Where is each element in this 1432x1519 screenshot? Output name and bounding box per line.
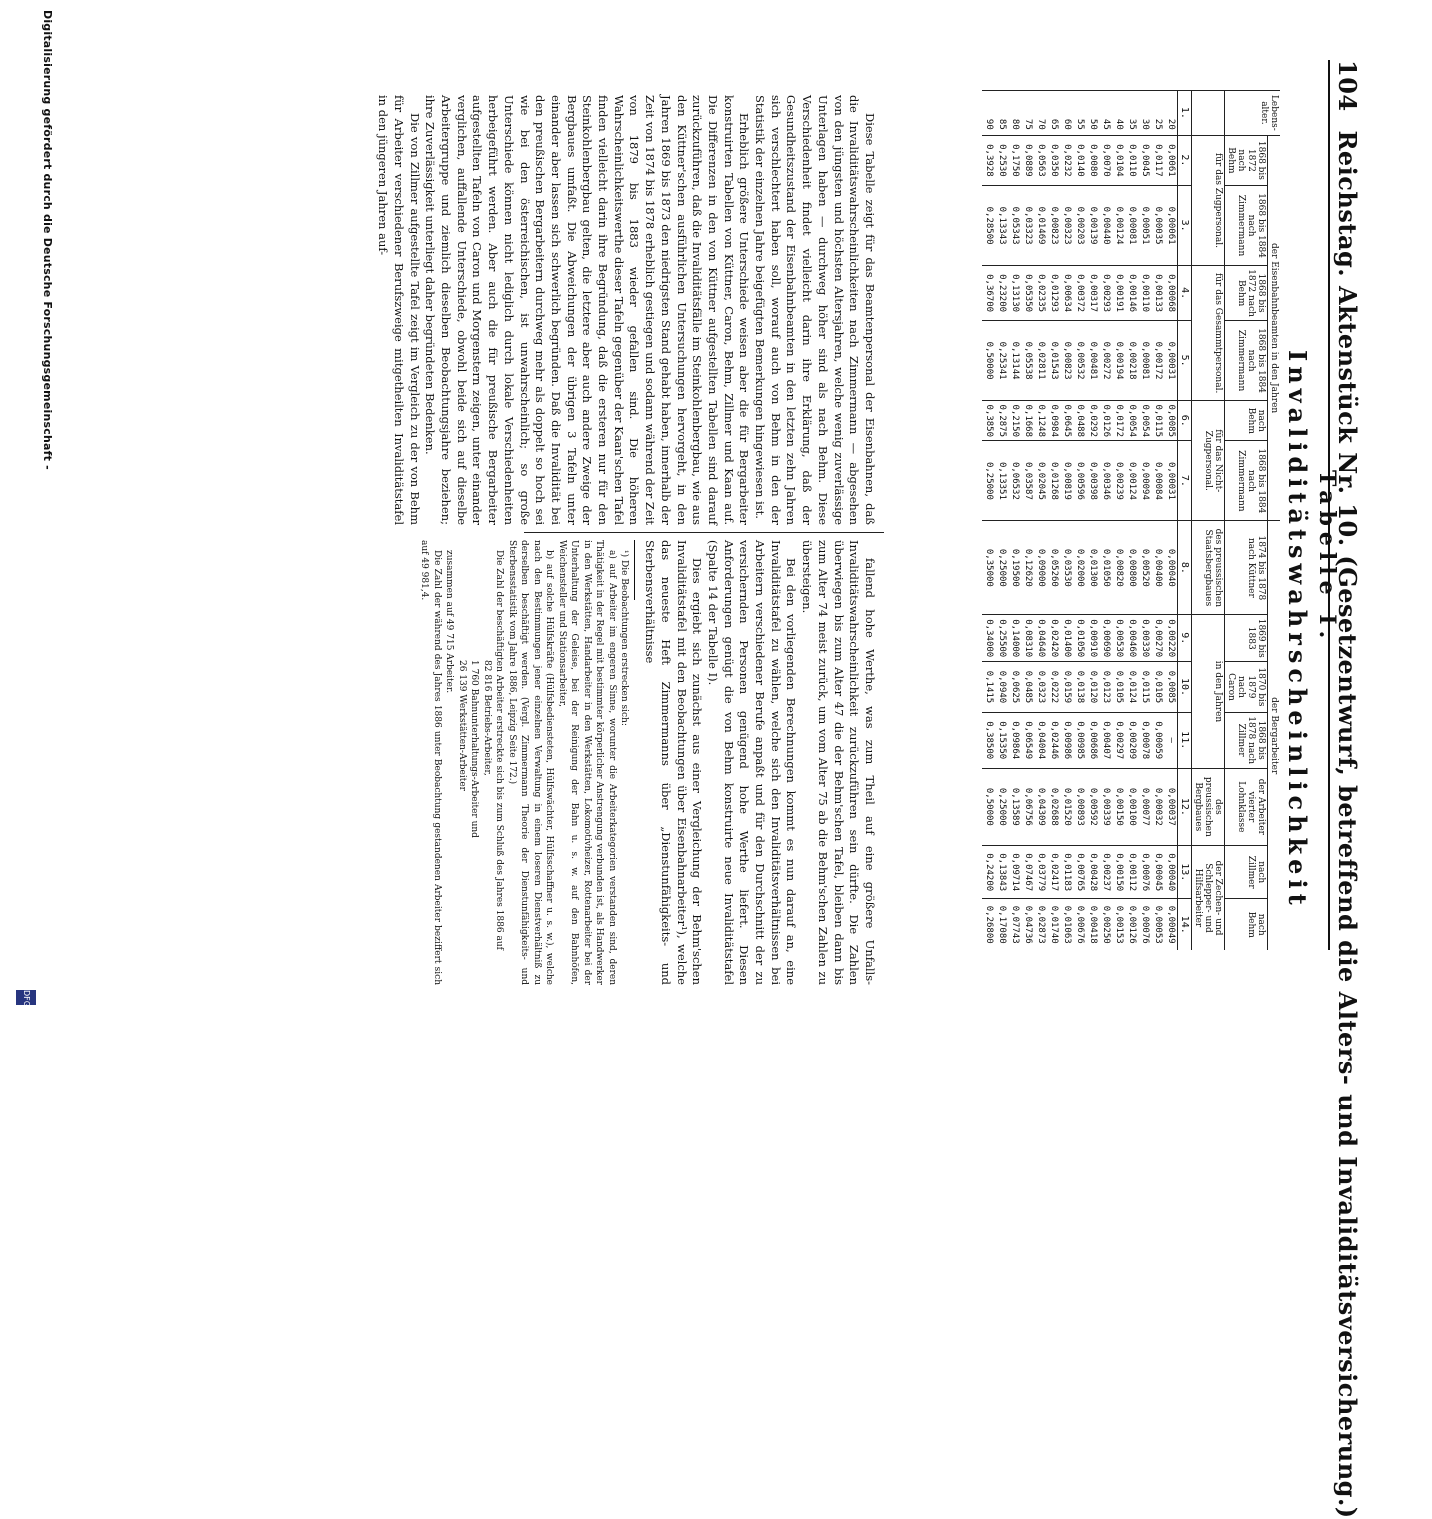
value-cell: 0,0124 <box>1125 662 1138 713</box>
value-cell: 0,00051 <box>1138 186 1151 266</box>
group-empty <box>1192 91 1225 136</box>
value-cell: 0,0054 <box>1125 401 1138 441</box>
page-number: 104 <box>1333 60 1362 112</box>
value-cell: 0,25000 <box>982 441 995 521</box>
value-cell: 0,00094 <box>1138 441 1151 521</box>
value-cell: 0,0172 <box>1112 401 1125 441</box>
value-cell: 0,06756 <box>1021 768 1034 845</box>
value-cell: 0,00220 <box>1164 615 1178 662</box>
value-cell: 0,03587 <box>1021 441 1034 521</box>
value-cell: 0,2875 <box>995 401 1008 441</box>
value-cell: 0,04004 <box>1034 712 1047 768</box>
value-cell: 0,0159 <box>1060 662 1073 713</box>
value-cell: 0,3850 <box>982 401 995 441</box>
group-header-eisenbahn: der Eisenbahnbeamten in den Jahren <box>1268 135 1281 521</box>
table-row <box>1073 91 1086 951</box>
value-cell: 0,05350 <box>1021 266 1034 321</box>
value-cell: 0,00076 <box>1138 899 1151 950</box>
age-cell: 50 <box>1086 91 1099 136</box>
value-cell: 0,00194 <box>1112 321 1125 401</box>
value-cell: 0,0350 <box>1047 135 1060 185</box>
table-body <box>982 91 1178 951</box>
value-cell: 0,02000 <box>1073 521 1086 615</box>
value-cell: 0,00191 <box>1112 266 1125 321</box>
left-paragraph-3: Die von Zillmer aufgestellte Tafel zeigt im Vergleich zu der von Behm für Arbeiter verschiedener Berufszweige mitgetheilten Invaliditätstafel in den jüngeren Jahren auf- <box>376 95 422 525</box>
age-cell: 20 <box>1164 91 1178 136</box>
age-cell: 60 <box>1060 91 1073 136</box>
value-cell: 0,00339 <box>1099 768 1112 845</box>
value-cell: 0,00218 <box>1125 321 1138 401</box>
age-cell: 75 <box>1021 91 1034 136</box>
value-cell: 0,02417 <box>1047 846 1060 899</box>
value-cell: 0,03530 <box>1060 521 1073 615</box>
right-text-column <box>418 540 877 985</box>
value-cell: 0,26800 <box>982 899 995 950</box>
value-cell: 0,00823 <box>1047 186 1060 266</box>
table-subtitle: Invaliditätswahrscheinlichkeit <box>1283 350 1312 910</box>
col-header-9: 1869 bis 1883 <box>1225 615 1268 662</box>
value-cell: 0,13351 <box>995 441 1008 521</box>
dfg-logo: DFG <box>16 990 36 1005</box>
column-number: 6. <box>1178 401 1192 441</box>
value-cell: 0,13343 <box>995 186 1008 266</box>
value-cell: 0,0080 <box>1086 135 1099 185</box>
value-cell: 0,01183 <box>1060 846 1073 899</box>
value-cell: 0,0984 <box>1047 401 1060 441</box>
value-cell: 0,00676 <box>1073 899 1086 950</box>
value-cell: 0,00053 <box>1151 899 1164 950</box>
value-cell: 0,00820 <box>1112 521 1125 615</box>
value-cell: 0,00035 <box>1151 186 1164 266</box>
column-number: 5. <box>1178 321 1192 401</box>
value-cell: 0,0889 <box>1021 135 1034 185</box>
table-row <box>1099 91 1112 951</box>
value-cell: 0,00146 <box>1125 266 1138 321</box>
footnote-count-3: 26 139 Werkstätten-Arbeiter <box>456 660 467 791</box>
table-row <box>1164 91 1178 951</box>
col-header-2: 1868 bis 1872 nach Behm <box>1225 135 1268 185</box>
value-cell: 0,00400 <box>1151 521 1164 615</box>
value-cell: 0,35000 <box>982 521 995 615</box>
value-cell: 0,02420 <box>1047 615 1060 662</box>
running-title: Reichstag. Aktenstück Nr. 10. (Gesetzentwurf, betreffend die Alters- und Invaliditätsversicherung.) <box>1333 130 1362 1519</box>
value-cell: 0,00418 <box>1086 899 1099 950</box>
value-cell: 0,02811 <box>1034 321 1047 401</box>
table-row <box>1008 91 1021 951</box>
value-cell: 0,00986 <box>1060 712 1073 768</box>
col-header-5: 1868 bis 1884 nach Zimmermann <box>1225 321 1268 401</box>
column-number: 3. <box>1178 186 1192 266</box>
right-paragraph-3: Dies ergiebt sich zunächst aus einer Vergleichung der Behm'schen Invaliditätstafel mit den Beobachtungen über Eisenbahnarbeiter¹), welche das neueste Heft Zimmermanns über „Dienstunfähigkeits- und Sterbensverhältnisse <box>643 540 705 985</box>
value-cell: 0,0070 <box>1099 135 1112 185</box>
column-group-row <box>1192 91 1225 951</box>
value-cell: 0,0126 <box>1099 401 1112 441</box>
age-cell: 90 <box>982 91 995 136</box>
value-cell: 0,0085 <box>1164 662 1178 713</box>
value-cell: 0,05538 <box>1021 321 1034 401</box>
value-cell: 0,00250 <box>1099 899 1112 950</box>
value-cell: 0,00592 <box>1086 768 1099 845</box>
value-cell: 0,0115 <box>1151 401 1164 441</box>
value-cell: 0,17080 <box>995 899 1008 950</box>
value-cell: 0,00910 <box>1086 615 1099 662</box>
value-cell: 0,12620 <box>1021 521 1034 615</box>
value-cell: 0,01400 <box>1060 615 1073 662</box>
age-cell: 55 <box>1073 91 1086 136</box>
column-number: 1. <box>1178 91 1192 136</box>
value-cell: 0,01469 <box>1034 186 1047 266</box>
value-cell: 0,00037 <box>1164 768 1178 845</box>
value-cell: 0,00317 <box>1086 266 1099 321</box>
value-cell: 0,0625 <box>1008 662 1021 713</box>
group-in-den-jahren: in den Jahren <box>1192 615 1225 768</box>
value-cell: 0,13130 <box>1008 266 1021 321</box>
value-cell: 0,50000 <box>982 768 995 845</box>
value-cell: 0,00765 <box>1073 846 1086 899</box>
value-cell: 0,00049 <box>1164 899 1178 950</box>
column-number: 2. <box>1178 135 1192 185</box>
value-cell: 0,00081 <box>1125 186 1138 266</box>
value-cell: 0,00124 <box>1125 441 1138 521</box>
value-cell: 0,02045 <box>1034 441 1047 521</box>
group-header-bergarbeiter: der Bergarbeiter <box>1268 521 1281 950</box>
col-header-4: 1868 bis 1872 nach Behm <box>1225 266 1268 321</box>
value-cell: 0,0123 <box>1099 662 1112 713</box>
value-cell: 0,0045 <box>1138 135 1151 185</box>
column-header-row <box>1225 91 1268 951</box>
value-cell: 0,0105 <box>1151 662 1164 713</box>
value-cell: 0,02873 <box>1034 899 1047 950</box>
value-cell: 0,24200 <box>982 846 995 899</box>
value-cell: 0,01268 <box>1047 441 1060 521</box>
table-row <box>995 91 1008 951</box>
column-divider <box>524 532 884 533</box>
value-cell: 0,00372 <box>1073 266 1086 321</box>
footnote-1: ¹) Die Beobachtungen erstrecken sich: <box>619 550 630 726</box>
value-cell: 0,00596 <box>1073 441 1086 521</box>
column-number: 8. <box>1178 521 1192 615</box>
value-cell: 0,00440 <box>1099 186 1112 266</box>
value-cell: 0,00293 <box>1099 266 1112 321</box>
value-cell: 0,00040 <box>1164 521 1178 615</box>
column-number: 9. <box>1178 615 1192 662</box>
value-cell: 0,01520 <box>1060 768 1073 845</box>
age-cell: 25 <box>1151 91 1164 136</box>
value-cell: 0,0104 <box>1112 135 1125 185</box>
age-cell: 65 <box>1047 91 1060 136</box>
value-cell: 0,13589 <box>1008 768 1021 845</box>
value-cell: 0,02446 <box>1047 712 1060 768</box>
value-cell: 0,00124 <box>1112 186 1125 266</box>
value-cell: 0,34000 <box>982 615 995 662</box>
value-cell: 0,0085 <box>1164 401 1178 441</box>
value-cell: 0,0645 <box>1060 401 1073 441</box>
value-cell: 0,00031 <box>1164 441 1178 521</box>
value-cell: 0,03779 <box>1034 846 1047 899</box>
value-cell: 0,50000 <box>982 321 995 401</box>
value-cell: 0,04640 <box>1034 615 1047 662</box>
value-cell: 0,0061 <box>1164 135 1178 185</box>
col-header-10: 1870 bis 1879 nach Caron <box>1225 662 1268 713</box>
value-cell: 0,00819 <box>1060 441 1073 521</box>
value-cell: 0,00153 <box>1112 899 1125 950</box>
value-cell: 0,00520 <box>1138 521 1151 615</box>
footnote-count-intro: Die Zahl der beschäftigten Arbeiter erstreckte sich bis zum Schluß des Jahres 1886 auf <box>494 550 505 950</box>
table-row <box>1151 91 1164 951</box>
value-cell: 0,00893 <box>1073 768 1086 845</box>
footnote-observed: Die Zahl der während des Jahres 1886 unter Beobachtung gestandenen Arbeiter beziffert sich auf 49 981,4. <box>419 540 442 985</box>
col-header-12: der Arbeiter vierter Lohnklasse <box>1225 768 1268 845</box>
digitization-credit: Digitalisierung gefördert durch die Deutsche Forschungsgemeinschaft - <box>41 10 54 470</box>
footnote-rule <box>634 540 635 600</box>
value-cell: 0,00346 <box>1099 441 1112 521</box>
column-number: 14. <box>1178 899 1192 950</box>
table-row <box>1125 91 1138 951</box>
value-cell: 0,00150 <box>1112 768 1125 845</box>
value-cell: 0,25341 <box>995 321 1008 401</box>
value-cell: 0,00059 <box>1151 712 1164 768</box>
value-cell: 0,00460 <box>1125 615 1138 662</box>
value-cell: 0,0292 <box>1086 401 1099 441</box>
col-header-6: nach Behm <box>1225 401 1268 441</box>
value-cell: 0,0488 <box>1073 401 1086 441</box>
table-row <box>1086 91 1099 951</box>
table-row <box>1034 91 1047 951</box>
right-paragraph-2: Bei den vorliegenden Berechnungen kommt es nun darauf an, eine Invaliditätstafel zu wählen, welche sich den Invaliditätsverhältnissen bei Arbeitern verschiedener Berufe anpaßt und für den Durchschnitt der zu versichernden Personen genügend hohe Werthe liefert. Diesen Anforderungen genügt die von Behm konstruirte neue Invaliditätstafel (Spalte 14 der Tabelle I). <box>705 540 799 985</box>
value-cell: 0,25000 <box>995 768 1008 845</box>
value-cell: 0,04736 <box>1021 899 1034 950</box>
value-cell: 0,0105 <box>1112 662 1125 713</box>
age-cell: 85 <box>995 91 1008 136</box>
value-cell: 0,00112 <box>1125 846 1138 899</box>
col-header-8: 1874 bis 1878 nach Küttner <box>1225 521 1268 615</box>
value-cell: 0,14000 <box>1008 615 1021 662</box>
column-number: 12. <box>1178 768 1192 845</box>
footnote-b: b) auf solche Hülfskräfte (Hülfsbediensteten, Hülfswächter, Hülfsschaffner u. s. w.), welche nach den Bestimmungen jener einzelnen Verwaltung in einem loseren Dienstverhältniß zu derselben beschäftigt werden. (Vergl. Zimmermann Theorie der Dienstunfähigkeits- und Sterbensstatistik vom Jahre 1886, Leipzig Seite 172.) <box>506 540 555 985</box>
value-cell: 0,01740 <box>1047 899 1060 950</box>
column-number: 11. <box>1178 712 1192 768</box>
group-preuss-verband: des preussischen Bergbaues <box>1192 768 1225 845</box>
column-number: 4. <box>1178 266 1192 321</box>
value-cell: 0,00323 <box>1060 186 1073 266</box>
value-cell: 0,00209 <box>1125 712 1138 768</box>
value-cell: 0,00407 <box>1099 712 1112 768</box>
value-cell: 0,00800 <box>1125 521 1138 615</box>
column-number: 13. <box>1178 846 1192 899</box>
value-cell: 0,03323 <box>1021 186 1034 266</box>
value-cell: 0,1750 <box>1008 135 1021 185</box>
table-title: Tabelle I. <box>1314 470 1340 645</box>
table-row <box>1138 91 1151 951</box>
value-cell: 0,13843 <box>995 846 1008 899</box>
value-cell: 0,00398 <box>1086 441 1099 521</box>
value-cell: 0,09000 <box>1034 521 1047 615</box>
value-cell: 0,00081 <box>1138 321 1151 401</box>
invalidity-table <box>982 90 1280 950</box>
table-row <box>982 91 995 951</box>
value-cell: 0,0120 <box>1086 662 1099 713</box>
value-cell: 0,01063 <box>1060 899 1073 950</box>
value-cell: 0,09714 <box>1008 846 1021 899</box>
value-cell: 0,00270 <box>1151 615 1164 662</box>
left-paragraph-2: Erheblich größere Unterschiede weisen aber die für Bergarbeiter konstruirten Tabellen von Küttner, Caron, Behm, Zillmer und Kaan auf. Die Differenzen in den von Küttner aufgestellten Tabellen sind darauf zurückzuführen, daß die Invaliditätsfälle im Steinkohlenbergbau, wie aus den Küttner'schen ausführlichen Untersuchungen hervorgeht, in den Jahren 1869 bis 1873 den niedrigsten Stand gehabt haben, innerhalb der Zeit von 1874 bis 1878 erheblich gestiegen und sodann während der Zeit von 1879 bis 1883 wieder gefallen sind. Die höheren Wahrscheinlichkeitswerthe dieser Tafeln gegenüber der Kaan'schen Tafel finden vielleicht darin ihre Begründung, daß die ersteren nur für den Steinkohlenbergbau gelten, die letztere aber auch andere Zweige der Bergbaues umfaßt. Die Abweichungen der übrigen 3 Tafeln unter einander aber lassen sich schwerlich begründen. Daß die Invalidität bei den preußischen Bergarbeitern durchweg mehr als doppelt so hoch sei wie bei den österreichischen, ist unwahrscheinlich; so große Unterschiede können nicht lediglich durch lokale Verschiedenheiten herbeigeführt werden. Aber auch die für preußische Bergarbeiter aufgestellten Tafeln von Caron und Morgenstern zeigen, unter einander verglichen, auffallende Unterschiede, obwohl beide sich auf dieselbe Arbeitergruppe und ziemlich dieselben Beobachtungsjahre beziehen; ihre Zuverlässigkeit unterliegt daher begründeten Bedenken. <box>423 95 752 525</box>
value-cell: 0,02335 <box>1034 266 1047 321</box>
age-cell: 45 <box>1099 91 1112 136</box>
value-cell: 0,00110 <box>1138 266 1151 321</box>
footnote-total: zusammen auf 49 715 Arbeiter. <box>444 550 455 694</box>
group-nichtzug: für das Nicht-Zugpersonal. <box>1192 401 1225 521</box>
value-cell: 0,00077 <box>1138 768 1151 845</box>
value-cell: 0,00428 <box>1086 846 1099 899</box>
value-cell: 0,2150 <box>1008 401 1021 441</box>
value-cell: 0,28500 <box>982 186 995 266</box>
column-number: 10. <box>1178 662 1192 713</box>
right-paragraph-1: fallend hohe Werthe, was zum Theil auf eine größere Unfalls-Invaliditätswahrscheinlichkeit zurückzuführen sein dürfte. Die Zahlen überwiegen bis zum Alter 47 die der Behm'schen Tafel, bleiben dann bis zum Alter 74 meist zurück, um vom Alter 75 ab die Behm'schen Zahlen zu übersteigen. <box>800 540 877 985</box>
value-cell: 0,36700 <box>982 266 995 321</box>
age-cell: 30 <box>1138 91 1151 136</box>
table-row <box>1112 91 1125 951</box>
value-cell: 0,00330 <box>1138 615 1151 662</box>
value-cell: 0,0940 <box>995 662 1008 713</box>
left-text-column <box>375 95 878 525</box>
value-cell: 0,0222 <box>1047 662 1060 713</box>
col-header-11: 1868 bis 1878 nach Zillmer <box>1225 712 1268 768</box>
value-cell: 0,00297 <box>1112 712 1125 768</box>
value-cell: 0,0232 <box>1060 135 1073 185</box>
value-cell: 0,00032 <box>1151 768 1164 845</box>
value-cell: 0,3928 <box>982 135 995 185</box>
value-cell: 0,1668 <box>1021 401 1034 441</box>
value-cell: 0,00126 <box>1125 899 1138 950</box>
col-header-14: nach Behm <box>1225 899 1268 950</box>
col-header-13: nach Zillmer <box>1225 846 1268 899</box>
value-cell: 0,07743 <box>1008 899 1021 950</box>
value-cell: 0,25500 <box>995 615 1008 662</box>
value-cell: 0,01543 <box>1047 321 1060 401</box>
col-header-age: Lebens- alter. <box>1225 91 1281 136</box>
column-number-row <box>1178 91 1192 951</box>
value-cell: 0,38500 <box>982 712 995 768</box>
table-row <box>1047 91 1060 951</box>
footnotes <box>418 540 631 985</box>
value-cell: 0,00150 <box>1112 846 1125 899</box>
col-header-3: 1868 bis 1884 nach Zimmermann <box>1225 186 1268 266</box>
age-cell: 40 <box>1112 91 1125 136</box>
group-zug: für das Zugpersonal. <box>1192 135 1225 265</box>
value-cell: 0,23200 <box>995 266 1008 321</box>
value-cell: 0,01293 <box>1047 266 1060 321</box>
footnote-a: a) auf Arbeiter im engeren Sinne, worunter die Arbeiterkategorien verstanden sind, deren Thätigkeit in der Regel mit bestimmter körperlicher Anstrengung verbunden ist, als Handwerker in den Werkstätten, Handarbeiter in den Werkstätten, Lokomotivheizer, Rottenarbeiter bei der Unterhaltung der Geleise, bei der Reinigung der Bahn u. s. w. auf den Bahnhöfen, Weichensteller und Stationsarbeiter, <box>556 540 617 985</box>
value-cell: 0,06532 <box>1008 441 1021 521</box>
value-cell: — <box>1164 712 1178 768</box>
value-cell: 0,00481 <box>1086 321 1099 401</box>
value-cell: 0,04309 <box>1034 768 1047 845</box>
value-cell: 0,0485 <box>1021 662 1034 713</box>
age-cell: 70 <box>1034 91 1047 136</box>
left-paragraph-1: Diese Tabelle zeigt für das Beamtenpersonal der Eisenbahnen, daß die Invaliditätswahrscheinlichkeiten nach Zimmermann — abgesehen von den jüngsten und höchsten Altersjahren, welche wenig zuverlässige Unterlagen haben — durchweg höher sind als nach Behm. Diese Verschiedenheit findet vielleicht darin ihre Erklärung, daß der Gesundheitszustand der Eisenbahnbeamten in den letzten zehn Jahren sich verschlechtert haben soll, worauf auch von Behm in den der Statistik der einzelnen Jahre beigefügten Bemerkungen hingewiesen ist. <box>753 95 877 525</box>
value-cell: 0,00172 <box>1151 321 1164 401</box>
value-cell: 0,0323 <box>1034 662 1047 713</box>
value-cell: 0,02688 <box>1047 768 1060 845</box>
value-cell: 0,00530 <box>1112 615 1125 662</box>
value-cell: 0,00133 <box>1151 266 1164 321</box>
value-cell: 0,00100 <box>1125 768 1138 845</box>
footnote-count-1: 82 816 Betriebs-Arbeiter, <box>481 660 492 776</box>
value-cell: 0,00084 <box>1151 441 1164 521</box>
value-cell: 0,00985 <box>1073 712 1086 768</box>
column-number: 7. <box>1178 441 1192 521</box>
age-cell: 80 <box>1008 91 1021 136</box>
age-cell: 35 <box>1125 91 1138 136</box>
value-cell: 0,0117 <box>1151 135 1164 185</box>
value-cell: 0,00031 <box>1164 321 1178 401</box>
value-cell: 0,05260 <box>1047 521 1060 615</box>
value-cell: 0,19500 <box>1008 521 1021 615</box>
value-cell: 0,1415 <box>982 662 995 713</box>
value-cell: 0,00078 <box>1138 712 1151 768</box>
value-cell: 0,00203 <box>1073 186 1086 266</box>
value-cell: 0,00532 <box>1073 321 1086 401</box>
value-cell: 0,0110 <box>1125 135 1138 185</box>
value-cell: 0,08310 <box>1021 615 1034 662</box>
table-row <box>1021 91 1034 951</box>
value-cell: 0,00061 <box>1164 186 1178 266</box>
value-cell: 0,0563 <box>1034 135 1047 185</box>
value-cell: 0,06549 <box>1021 712 1034 768</box>
value-cell: 0,0140 <box>1073 135 1086 185</box>
value-cell: 0,00076 <box>1138 846 1151 899</box>
group-gesammt: für das Gesammtpersonal. <box>1192 266 1225 401</box>
value-cell: 0,09864 <box>1008 712 1021 768</box>
footnote-count-2: 1 760 Bahnunterhaltungs-Arbeiter und <box>469 660 480 838</box>
value-cell: 0,00237 <box>1099 846 1112 899</box>
value-cell: 0,01050 <box>1073 615 1086 662</box>
value-cell: 0,0115 <box>1138 662 1151 713</box>
value-cell: 0,07467 <box>1021 846 1034 899</box>
value-cell: 0,00139 <box>1086 186 1099 266</box>
value-cell: 0,00045 <box>1151 846 1164 899</box>
value-cell: 0,00272 <box>1099 321 1112 401</box>
value-cell: 0,00634 <box>1060 266 1073 321</box>
value-cell: 0,05343 <box>1008 186 1021 266</box>
value-cell: 0,25000 <box>995 521 1008 615</box>
value-cell: 0,15350 <box>995 712 1008 768</box>
value-cell: 0,00040 <box>1164 846 1178 899</box>
value-cell: 0,01050 <box>1099 521 1112 615</box>
value-cell: 0,00823 <box>1060 321 1073 401</box>
value-cell: 0,0054 <box>1138 401 1151 441</box>
value-cell: 0,0138 <box>1073 662 1086 713</box>
value-cell: 0,00068 <box>1164 266 1178 321</box>
value-cell: 0,2530 <box>995 135 1008 185</box>
value-cell: 0,13144 <box>1008 321 1021 401</box>
table-row <box>1060 91 1073 951</box>
value-cell: 0,00239 <box>1112 441 1125 521</box>
value-cell: 0,1248 <box>1034 401 1047 441</box>
group-preuss-staat: des preussischen Staatsbergbaues <box>1192 521 1225 615</box>
col-header-7: 1868 bis 1884 nach Zimmermann <box>1225 441 1268 521</box>
group-schlepper: der Zechen- und Schlepper- und Hilfsarbeiter <box>1192 846 1225 950</box>
value-cell: 0,00686 <box>1086 712 1099 768</box>
value-cell: 0,00690 <box>1099 615 1112 662</box>
value-cell: 0,01300 <box>1086 521 1099 615</box>
